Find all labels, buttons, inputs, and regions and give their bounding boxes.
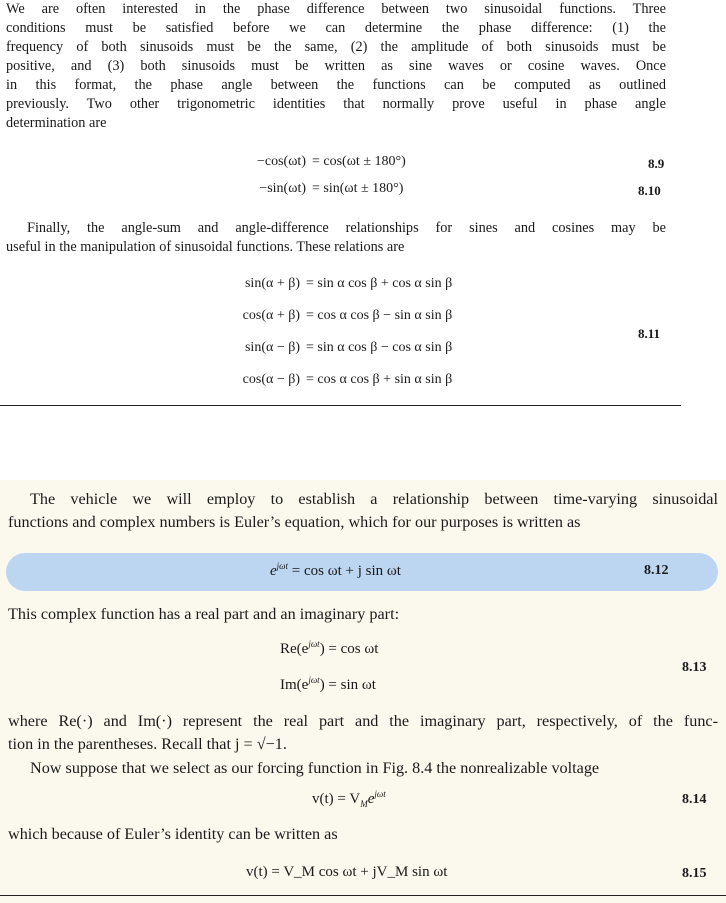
page-bottom-rule [0, 405, 681, 406]
equation-8-15: v(t) = V_M cos ωt + jV_M sin ωt [246, 864, 448, 880]
euler-identity-text: which because of Euler’s identity can be written as [8, 825, 338, 843]
equation-8-11-left: sin(α − β) [244, 340, 300, 355]
re-exponent: jωt [308, 639, 320, 649]
equation-8-13-imag [280, 675, 376, 694]
equation-8-11-left: cos(α − β) [242, 372, 300, 387]
text-line: The vehicle we will employ to establish a relationship between time-varying sinusoidal [30, 490, 718, 508]
equation-8-11-right: = sin α cos β + cos α sin β [306, 276, 453, 291]
im-right: ) = sin ωt [319, 677, 376, 693]
complex-function-text: This complex function has a real part and an imaginary part: [8, 605, 400, 623]
equation-8-9-left: −cos(ωt) [257, 154, 306, 169]
euler-equation-box [6, 553, 718, 591]
text-line: previously. Two other trigonometric identities that normally prove useful in phase angle [6, 96, 666, 112]
equation-number-8-14: 8.14 [682, 792, 707, 807]
im-left: Im(e [280, 677, 309, 693]
equation-8-13-real [280, 639, 378, 658]
text-line: in this format, the phase angle between the functions can be computed as outlined [6, 77, 666, 93]
page-excerpt-bottom [0, 480, 726, 903]
equation-8-10-right: = sin(ωt ± 180°) [312, 181, 404, 196]
equation-number-8-13: 8.13 [682, 660, 707, 675]
equation-8-9-right: = cos(ωt ± 180°) [312, 154, 406, 169]
equation-8-11-left: cos(α + β) [242, 308, 300, 323]
text-line: frequency of both sinusoids must be the same, (2) the amplitude of both sinusoids must be [6, 39, 666, 55]
page-excerpt-top [0, 0, 726, 410]
equation-number-8-9: 8.9 [648, 156, 665, 171]
euler-lhs-exponent: jωt [276, 561, 289, 571]
equation-8-12 [270, 561, 401, 580]
re-left: Re(e [280, 641, 309, 657]
equation-8-11-right: = cos α cos β + sin α sin β [306, 372, 453, 387]
text-line: functions and complex numbers is Euler’s equation, which for our purposes is written as [8, 513, 581, 531]
text-line: We are often interested in the phase difference between two sinusoidal functions. Three [6, 1, 666, 17]
equation-number-8-12: 8.12 [644, 563, 669, 578]
eq814-base: e [367, 791, 375, 807]
equation-number-8-10: 8.10 [638, 183, 661, 198]
eq814-left: v(t) = V [312, 791, 361, 807]
page-bottom-rule-2 [0, 895, 726, 896]
text-line: useful in the manipulation of sinusoidal functions. These relations are [6, 239, 405, 255]
eq814-subscript: M [360, 799, 368, 809]
text-line: determination are [6, 115, 107, 131]
paragraph-complex-function [8, 603, 718, 625]
equation-8-10-left: −sin(ωt) [259, 181, 306, 196]
equation-number-8-15: 8.15 [682, 866, 707, 881]
re-right: ) = cos ωt [319, 641, 379, 657]
eq814-exponent: jωt [374, 789, 386, 799]
forcing-function-text: Now suppose that we select as our forcing function in Fig. 8.4 the nonrealizable voltage [30, 759, 600, 777]
im-exponent: jωt [308, 675, 320, 685]
equation-number-8-11: 8.11 [638, 326, 661, 341]
equation-8-11-right: = cos α cos β − sin α sin β [306, 308, 453, 323]
text-line: where Re(·) and Im(·) represent the real part and the imaginary part, respectively, of the func- [8, 712, 718, 730]
text-line: Finally, the angle-sum and angle-difference relationships for sines and cosines may be [27, 220, 666, 236]
text-line: positive, and (3) both sinusoids must be written as sine waves or cosine waves. Once [6, 58, 666, 74]
text-line: tion in the parentheses. Recall that j = √−1. [8, 735, 287, 753]
text-line: conditions must be satisfied before we can determine the phase difference: (1) the [6, 20, 666, 36]
equation-8-14 [312, 789, 386, 809]
paragraph-forcing-function [30, 757, 718, 779]
euler-rhs: = cos ωt + j sin ωt [291, 563, 401, 579]
euler-lhs-base: e [270, 563, 277, 579]
paragraph-euler-identity [8, 823, 718, 845]
equation-8-11-right: = sin α cos β − cos α sin β [306, 340, 453, 355]
equation-8-11-left: sin(α + β) [244, 276, 300, 291]
